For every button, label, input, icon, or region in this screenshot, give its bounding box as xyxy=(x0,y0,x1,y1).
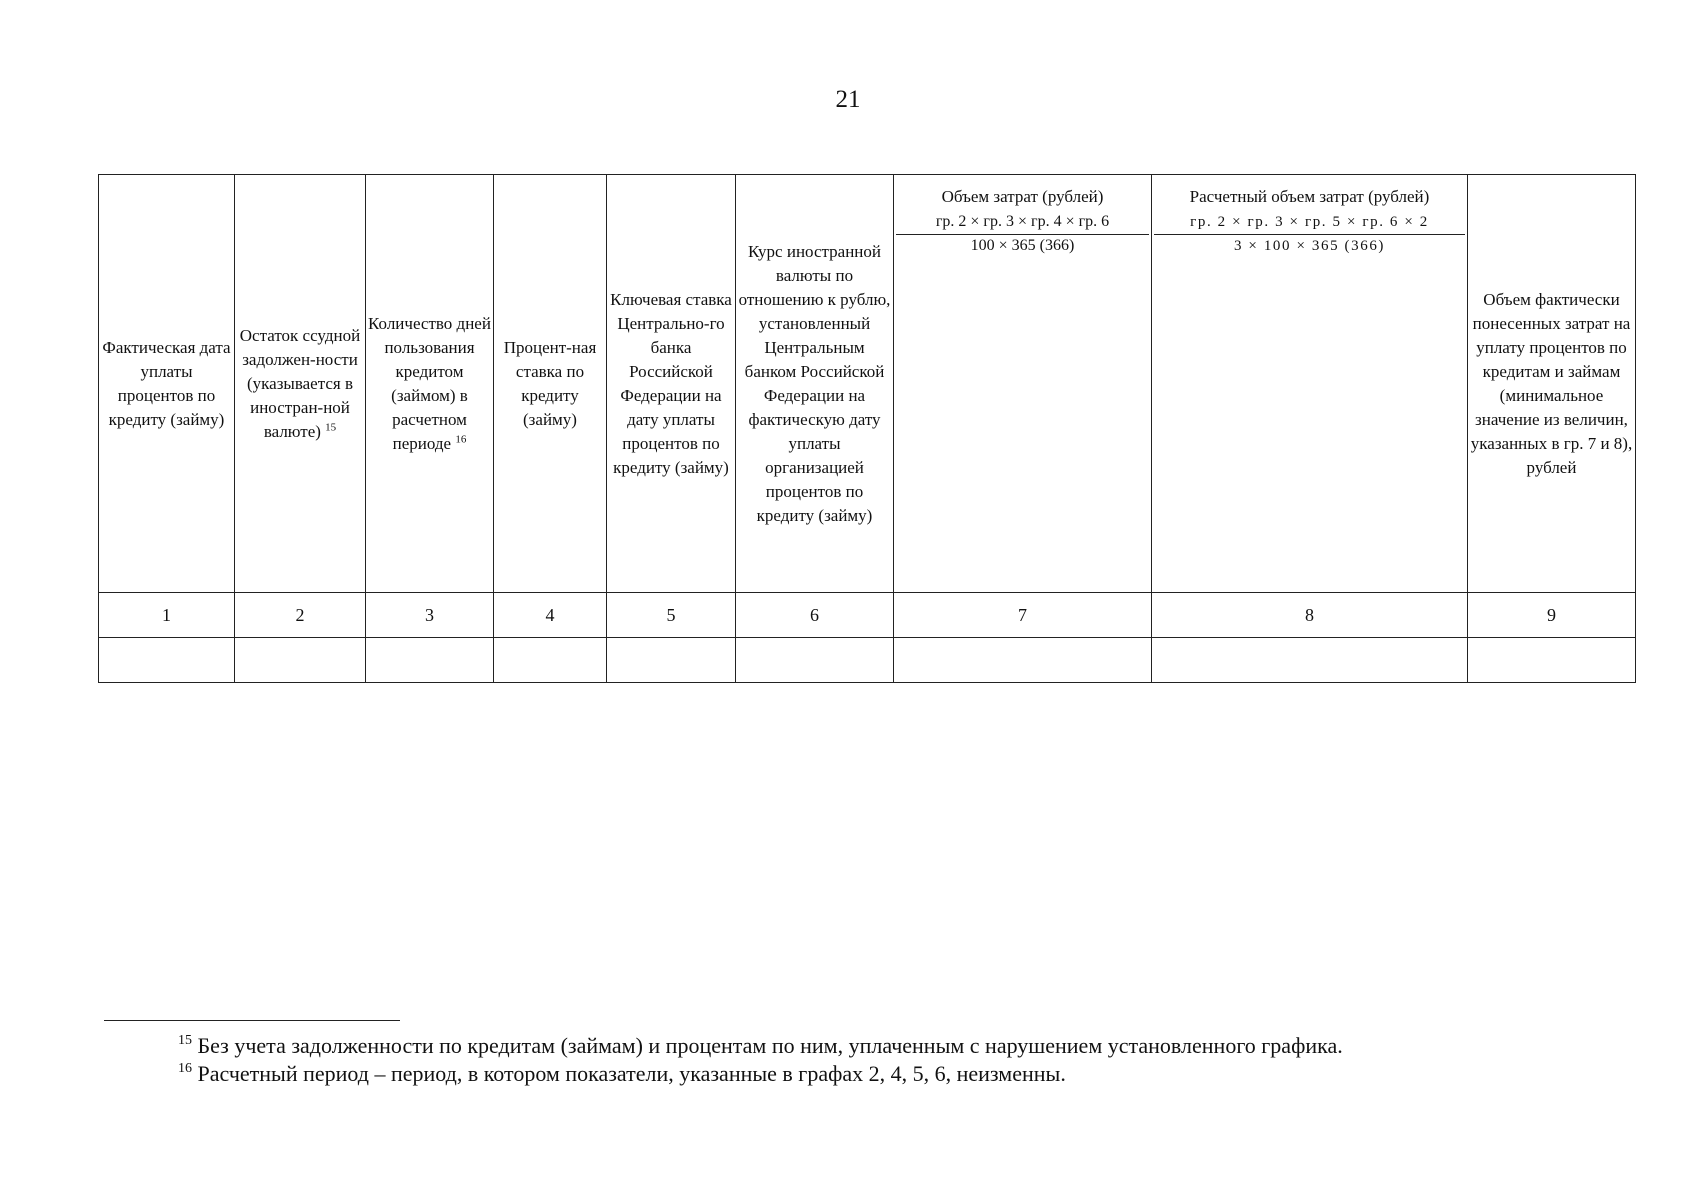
header-col-3: Количество дней пользования кредитом (займом) в расчетном периоде $^{16}$ xyxy=(366,175,494,593)
header-col-9: Объем фактически понесенных затрат на уплату процентов по кредитам и займам (минимальное значение из величин, указанных в гр. 7 и 8), рублей xyxy=(1468,175,1636,593)
col-8-denominator: 3 × 100 × 365 (366) xyxy=(1233,238,1386,254)
col-8-numerator: гр. 2 × гр. 3 × гр. 5 × гр. 6 × 2 xyxy=(1154,211,1465,235)
header-col-8 xyxy=(1152,175,1468,593)
column-number: 5 xyxy=(607,593,736,638)
column-number: 2 xyxy=(235,593,366,638)
header-col-2: Остаток ссудной задолжен-ности (указывается в иностран-ной валюте) $^{15}$ xyxy=(235,175,366,593)
header-row xyxy=(99,175,1636,593)
col-7-title: Объем затрат (рублей) xyxy=(941,187,1104,206)
footnote-ref-16: 16 xyxy=(455,432,467,445)
empty-cell xyxy=(1152,638,1468,683)
empty-cell xyxy=(494,638,607,683)
header-col-1: Фактическая дата уплаты процентов по кредиту (займу) xyxy=(99,175,235,593)
footnote-16 xyxy=(178,1060,1638,1088)
column-number: 9 xyxy=(1468,593,1636,638)
col-8-formula xyxy=(1154,211,1465,257)
col-7-denominator: 100 × 365 (366) xyxy=(970,237,1075,254)
column-number: 3 xyxy=(366,593,494,638)
column-number: 4 xyxy=(494,593,607,638)
data-entry-row xyxy=(99,638,1636,683)
footnote-mark: 15 xyxy=(178,1033,192,1048)
footnote-15 xyxy=(178,1032,1638,1060)
header-col-6: Курс иностранной валюты по отношению к рублю, установленный Центральным банком Российской Федерации на фактическую дату уплаты организацией процентов по кредиту (займу) xyxy=(736,175,894,593)
footnote-mark: 16 xyxy=(178,1061,192,1076)
column-number: 6 xyxy=(736,593,894,638)
column-number: 8 xyxy=(1152,593,1468,638)
empty-cell xyxy=(607,638,736,683)
footnote-separator xyxy=(104,1020,400,1021)
footnotes xyxy=(178,1032,1638,1088)
column-number: 7 xyxy=(894,593,1152,638)
footnote-text: Расчетный период – период, в котором показатели, указанные в графах 2, 4, 5, 6, неизменны. xyxy=(197,1061,1066,1086)
footnote-ref-15: 15 xyxy=(325,420,337,433)
header-col-4: Процент-ная ставка по кредиту (займу) xyxy=(494,175,607,593)
empty-cell xyxy=(1468,638,1636,683)
empty-cell xyxy=(99,638,235,683)
col-7-numerator: гр. 2 × гр. 3 × гр. 4 × гр. 6 xyxy=(896,211,1149,235)
empty-cell xyxy=(736,638,894,683)
col-7-formula xyxy=(896,211,1149,257)
form-table xyxy=(98,174,1636,683)
col-8-title: Расчетный объем затрат (рублей) xyxy=(1189,187,1430,206)
page-number: 21 xyxy=(835,86,861,113)
header-col-7 xyxy=(894,175,1152,593)
footnote-text: Без учета задолженности по кредитам (займам) и процентам по ним, уплаченным с нарушением установленного графика. xyxy=(197,1033,1343,1058)
empty-cell xyxy=(894,638,1152,683)
empty-cell xyxy=(366,638,494,683)
column-number: 1 xyxy=(99,593,235,638)
column-number-row xyxy=(99,593,1636,638)
empty-cell xyxy=(235,638,366,683)
header-col-5: Ключевая ставка Центрально-го банка Российской Федерации на дату уплаты процентов по кредиту (займу) xyxy=(607,175,736,593)
